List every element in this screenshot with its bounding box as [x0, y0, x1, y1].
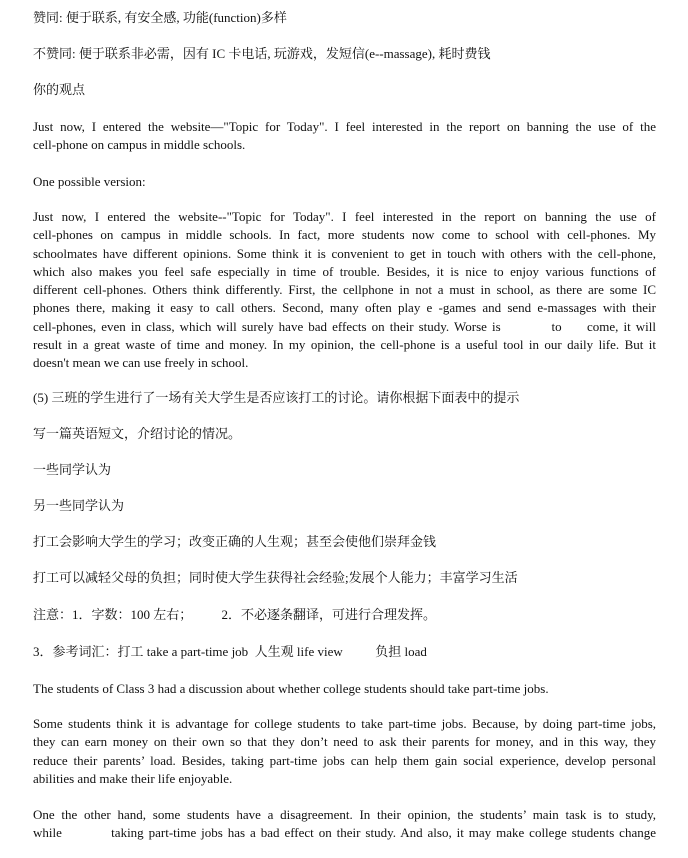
paragraph-cons	[33, 806, 656, 843]
text-task5-cont	[33, 425, 656, 443]
text-disagree	[33, 45, 656, 63]
text-cons	[33, 533, 656, 551]
line: 3．参考词汇：打工 take a part-time job 人生观 life view 负担 load	[33, 644, 427, 659]
line: Just now, I entered the website—"Topic for Today". I feel interested in the report on banning the use of the	[33, 119, 656, 134]
text-essay-opening	[33, 680, 656, 698]
text-some-students	[33, 461, 656, 479]
line: The students of Class 3 had a discussion about whether college students should take part-time jobs.	[33, 681, 549, 696]
paragraph-intro	[33, 118, 656, 155]
line: reduce their parents’ load. Besides, taking part-time jobs can help them gain social experience, develop personal	[33, 752, 656, 768]
line: phones there, making it easy to call others. Second, many often play e -games and send e-massages with their	[33, 300, 656, 316]
line: cell-phones on campus in middle schools. In fact, more students now come to school with cell-phones. My	[33, 227, 656, 243]
line: 你的观点	[33, 82, 86, 97]
line: 赞同: 便于联系, 有安全感, 功能(function)多样	[33, 10, 287, 25]
line: different cell-phones. Others think differently. First, the cellphone in not a must in school, as there are some IC	[33, 282, 656, 298]
line: 写一篇英语短文，介绍讨论的情况。	[33, 426, 242, 441]
line: (5) 三班的学生进行了一场有关大学生是否应该打工的讨论。请你根据下面表中的提示	[33, 390, 520, 405]
line: schoolmates have different opinions. Some think it is convenient to get in touch with others with the cell-phone,	[33, 245, 656, 261]
line: result in a great waste of time and money. In my opinion, the cell-phone is a useful tool in our daily life. But it	[33, 337, 656, 353]
line: cell-phone on campus in middle schools.	[33, 137, 246, 153]
line: while taking part-time jobs has a bad effect on their study. And also, it may make college students change	[33, 825, 656, 841]
line: Some students think it is advantage for college students to take part-time jobs. Because, by doing part-time jobs,	[33, 716, 656, 731]
line: One possible version:	[33, 174, 146, 189]
line: abilities and make their life enjoyable.	[33, 770, 233, 786]
paragraph-sample-essay	[33, 208, 656, 373]
line: cell-phones, even in class, which will surely have bad effects on their study. Worse is to come, it will	[33, 318, 656, 334]
line: doesn't mean we can use freely in school.	[33, 355, 249, 371]
line: 另一些同学认为	[33, 498, 125, 513]
text-vocabulary	[33, 643, 656, 661]
paragraph-pros	[33, 715, 656, 788]
text-notes	[33, 606, 656, 624]
line: 打工会影响大学生的学习；改变正确的人生观；甚至会使他们崇拜金钱	[33, 534, 437, 549]
line: 注意：1．字数：100 左右； 2．不必逐条翻译，可进行合理发挥。	[33, 607, 437, 622]
line: One the other hand, some students have a disagreement. In their opinion, the students’ main task is to study,	[33, 807, 656, 822]
text-task5	[33, 389, 656, 407]
text-your-view	[33, 81, 656, 99]
line: 一些同学认为	[33, 462, 112, 477]
text-possible-version	[33, 173, 656, 191]
text-agree	[33, 9, 656, 27]
line: which also makes you feel safe especially in time of trouble. Besides, it is nice to enjoy various functions of	[33, 263, 656, 279]
line: 打工可以减轻父母的负担；同时使大学生获得社会经验;发展个人能力；丰富学习生活	[33, 570, 518, 585]
text-pros	[33, 569, 656, 587]
line: Just now, I entered the website--"Topic for Today". I feel interested in the report on banning the use of	[33, 209, 656, 224]
line: they can earn money on their own so that they don’t need to ask their parents for money, and in this way, they	[33, 734, 656, 750]
text-other-students	[33, 497, 656, 515]
line: 不赞同: 便于联系非必需，因有 IC 卡电话, 玩游戏，发短信(e--massage), 耗时费钱	[33, 46, 491, 61]
